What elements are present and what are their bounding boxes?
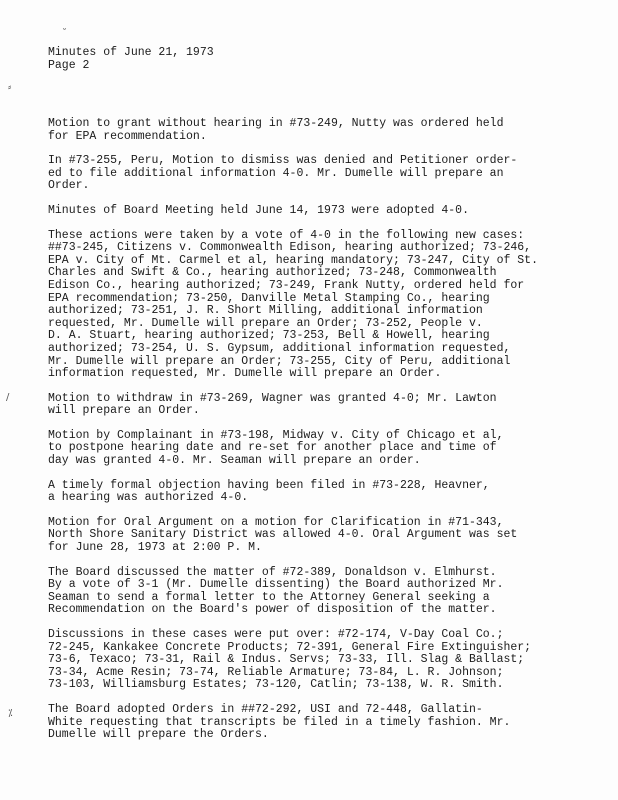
paragraph-line: Motion to grant without hearing in #73-249, Nutty was ordered held — [48, 117, 504, 130]
paragraph-line: 73-34, Acme Resin; 73-74, Reliable Armature; 73-84, L. R. Johnson; — [48, 665, 504, 679]
paragraph — [48, 155, 608, 193]
paragraph — [48, 393, 608, 418]
minutes-body — [48, 118, 608, 754]
paragraph-line: Seaman to send a formal letter to the Attorney General seeking a — [48, 590, 490, 604]
margin-mark: ⸗ — [8, 82, 12, 93]
paragraph-line: A timely formal objection having been filed in #73-228, Heavner, — [48, 478, 490, 492]
paragraph-line: EPA v. City of Mt. Carmel et al, hearing mandatory; 73-247, City of St. — [48, 253, 538, 267]
paragraph-line: The Board discussed the matter of #72-389, Donaldson v. Elmhurst. — [48, 565, 497, 579]
paragraph — [48, 517, 608, 555]
paragraph-line: EPA recommendation; 73-250, Danville Metal Stamping Co., hearing — [48, 291, 490, 305]
paragraph-line: a hearing was authorized 4-0. — [48, 491, 249, 505]
paragraph-line: Mr. Dumelle will prepare an Order; 73-255, City of Peru, additional — [48, 354, 511, 368]
margin-mark: / — [6, 392, 10, 403]
paragraph — [48, 704, 608, 742]
paragraph-line: to postpone hearing date and re-set for another place and time of — [48, 441, 497, 455]
paragraph-line: authorized; 73-251, J. R. Short Milling, additional information — [48, 304, 483, 318]
paragraph-line: Charles and Swift & Co., hearing authorized; 73-248, Commonwealth — [48, 266, 497, 280]
paragraph — [48, 205, 608, 218]
paragraph — [48, 230, 608, 381]
paragraph-line: for EPA recommendation. — [48, 129, 207, 143]
paragraph-line: Order. — [48, 179, 90, 193]
paragraph-line: By a vote of 3-1 (Mr. Dumelle dissenting) the Board authorized Mr. — [48, 578, 504, 592]
paragraph-line: Minutes of Board Meeting held June 14, 1973 were adopted 4-0. — [48, 203, 469, 217]
paragraph-line: The Board adopted Orders in ##72-292, USI and 72-448, Gallatin- — [48, 702, 483, 716]
header-page: Page 2 — [48, 59, 90, 72]
paragraph-line: D. A. Stuart, hearing authorized; 73-253, Bell & Howell, hearing — [48, 329, 490, 343]
paragraph-line: Dumelle will prepare the Orders. — [48, 728, 269, 742]
header — [48, 46, 214, 72]
paragraph — [48, 629, 608, 692]
paragraph-line: These actions were taken by a vote of 4-0 in the following new cases: — [48, 228, 525, 242]
paragraph — [48, 118, 608, 143]
paragraph-line: will prepare an Order. — [48, 404, 200, 418]
paragraph-line: Motion for Oral Argument on a motion for Clarification in #71-343, — [48, 515, 504, 529]
paragraph-line: 73-103, Williamsburg Estates; 73-120, Catlin; 73-138, W. R. Smith. — [48, 678, 504, 692]
paragraph-line: authorized; 73-254, U. S. Gypsum, additional information requested, — [48, 341, 511, 355]
paragraph — [48, 480, 608, 505]
paragraph-line: ##73-245, Citizens v. Commonwealth Edison, hearing authorized; 73-246, — [48, 241, 532, 255]
paragraph-line: 73-6, Texaco; 73-31, Rail & Indus. Servs; 73-33, Ill. Slag & Ballast; — [48, 653, 525, 667]
paragraph-line: White requesting that transcripts be filed in a timely fashion. Mr. — [48, 715, 511, 729]
margin-mark: ⁒ — [8, 708, 13, 719]
paragraph-line: ed to file additional information 4-0. Mr. Dumelle will prepare an — [48, 166, 504, 180]
paragraph-line: information requested, Mr. Dumelle will prepare an Order. — [48, 367, 442, 381]
paragraph-line: day was granted 4-0. Mr. Seaman will prepare an order. — [48, 454, 421, 468]
paragraph — [48, 567, 608, 617]
paragraph-line: requested, Mr. Dumelle will prepare an Order; 73-252, People v. — [48, 316, 483, 330]
paragraph-line: Motion by Complainant in #73-198, Midway v. City of Chicago et al, — [48, 428, 504, 442]
paragraph-line: In #73-255, Peru, Motion to dismiss was denied and Petitioner order- — [48, 154, 518, 168]
paragraph-line: Edison Co., hearing authorized; 73-249, Frank Nutty, ordered held for — [48, 278, 525, 292]
header-title: Minutes of June 21, 1973 — [48, 46, 214, 59]
paragraph-line: Discussions in these cases were put over: #72-174, V-Day Coal Co.; — [48, 628, 504, 641]
paragraph-line: 72-245, Kankakee Concrete Products; 72-391, General Fire Extinguisher; — [48, 640, 532, 654]
paragraph-line: North Shore Sanitary District was allowed 4-0. Oral Argument was set — [48, 528, 518, 542]
paragraph — [48, 430, 608, 468]
stray-mark: ˘ — [62, 28, 67, 39]
paragraph-line: Motion to withdraw in #73-269, Wagner was granted 4-0; Mr. Lawton — [48, 391, 497, 405]
paragraph-line: for June 28, 1973 at 2:00 P. M. — [48, 541, 262, 555]
paragraph-line: Recommendation on the Board's power of disposition of the matter. — [48, 603, 497, 617]
